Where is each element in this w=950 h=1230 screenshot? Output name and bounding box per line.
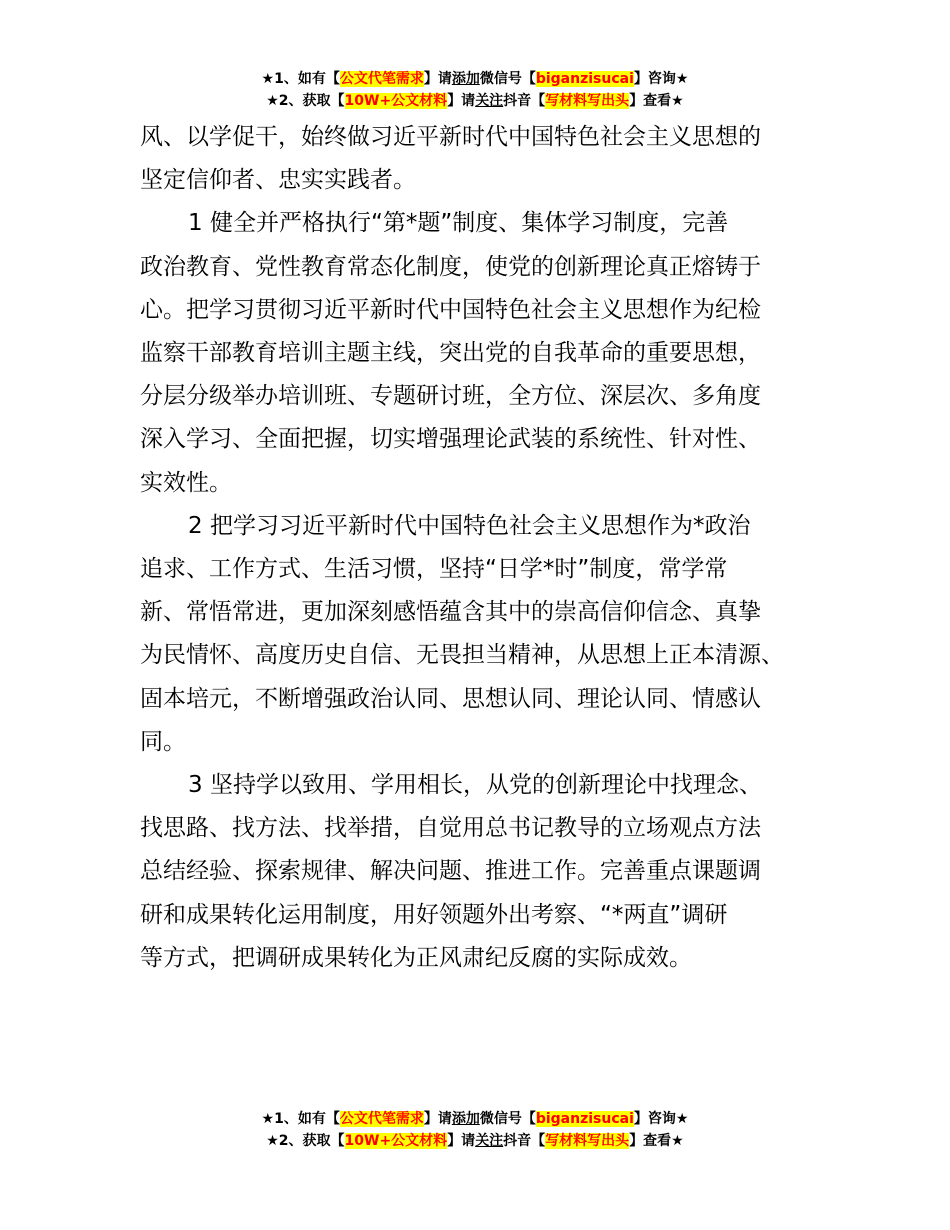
document-body [140, 116, 825, 980]
text-line: 追求、工作方式、生活习惯，坚持“日学*时”制度，常学常 [140, 556, 728, 583]
paragraph-3 [140, 764, 825, 980]
text-line: 深入学习、全面把握，切实增强理论武装的系统性、针对性、 [140, 426, 761, 453]
banner-highlight-wechat-id: biganzisucai [535, 71, 634, 87]
text-line: 找思路、找方法、找举措，自觉用总书记教导的立场观点方法 [140, 815, 761, 842]
text-line: 等方式，把调研成果转化为正风肃纪反腐的实际成效。 [140, 944, 692, 971]
banner-highlight-wechat-id: biganzisucai [535, 1111, 634, 1127]
text-line: 风、以学促干，始终做习近平新时代中国特色社会主义思想的 [140, 124, 761, 150]
lead-paragraph [140, 116, 825, 202]
text-line: 分层分级举办培训班、专题研讨班，全方位、深层次、多角度 [140, 383, 761, 410]
banner-highlight-materials: 10W+公文材料 [344, 1133, 448, 1149]
banner-highlight-service: 公文代笔需求 [339, 1111, 424, 1127]
banner-highlight-service: 公文代笔需求 [339, 71, 424, 87]
banner-line-2: ★2、获取【10W+公文材料】请关注抖音【写材料写出头】查看★ [266, 1133, 684, 1149]
banner-line-1: ★1、如有【公文代笔需求】请添加微信号【biganzisucai】咨询★ [261, 71, 689, 87]
footer-banner [0, 1108, 950, 1152]
text-line: 2 把学习习近平新时代中国特色社会主义思想作为*政治 [188, 512, 751, 539]
banner-highlight-douyin: 写材料写出头 [545, 1133, 630, 1149]
text-line: 总结经验、探索规律、解决问题、推进工作。完善重点课题调 [140, 858, 761, 885]
header-banner [0, 68, 950, 112]
banner-highlight-materials: 10W+公文材料 [344, 93, 448, 109]
banner-line-2: ★2、获取【10W+公文材料】请关注抖音【写材料写出头】查看★ [266, 93, 684, 109]
text-line: 坚定信仰者、忠实实践者。 [140, 167, 416, 194]
text-line: 固本培元，不断增强政治认同、思想认同、理论认同、情感认 [140, 685, 761, 712]
paragraph-1 [140, 202, 825, 504]
text-line: 心。把学习贯彻习近平新时代中国特色社会主义思想作为纪检 [140, 296, 761, 323]
text-line: 政治教育、党性教育常态化制度，使党的创新理论真正熔铸于 [140, 253, 761, 280]
text-line: 监察干部教育培训主题主线，突出党的自我革命的重要思想， [140, 340, 761, 367]
text-line: 3 坚持学以致用、学用相长，从党的创新理论中找理念、 [188, 772, 762, 799]
paragraph-2 [140, 505, 825, 764]
text-line: 为民情怀、高度历史自信、无畏担当精神，从思想上正本清源、 [140, 642, 784, 669]
text-line: 1 健全并严格执行“第*题”制度、集体学习制度，完善 [188, 210, 729, 237]
text-line: 同。 [140, 728, 186, 755]
text-line: 研和成果转化运用制度，用好领题外出考察、“*两直”调研 [140, 901, 728, 928]
banner-highlight-douyin: 写材料写出头 [545, 93, 630, 109]
banner-line-1: ★1、如有【公文代笔需求】请添加微信号【biganzisucai】咨询★ [261, 1111, 689, 1127]
text-line: 新、常悟常进，更加深刻感悟蕴含其中的崇高信仰信念、真挚 [140, 599, 761, 626]
text-line: 实效性。 [140, 469, 232, 496]
